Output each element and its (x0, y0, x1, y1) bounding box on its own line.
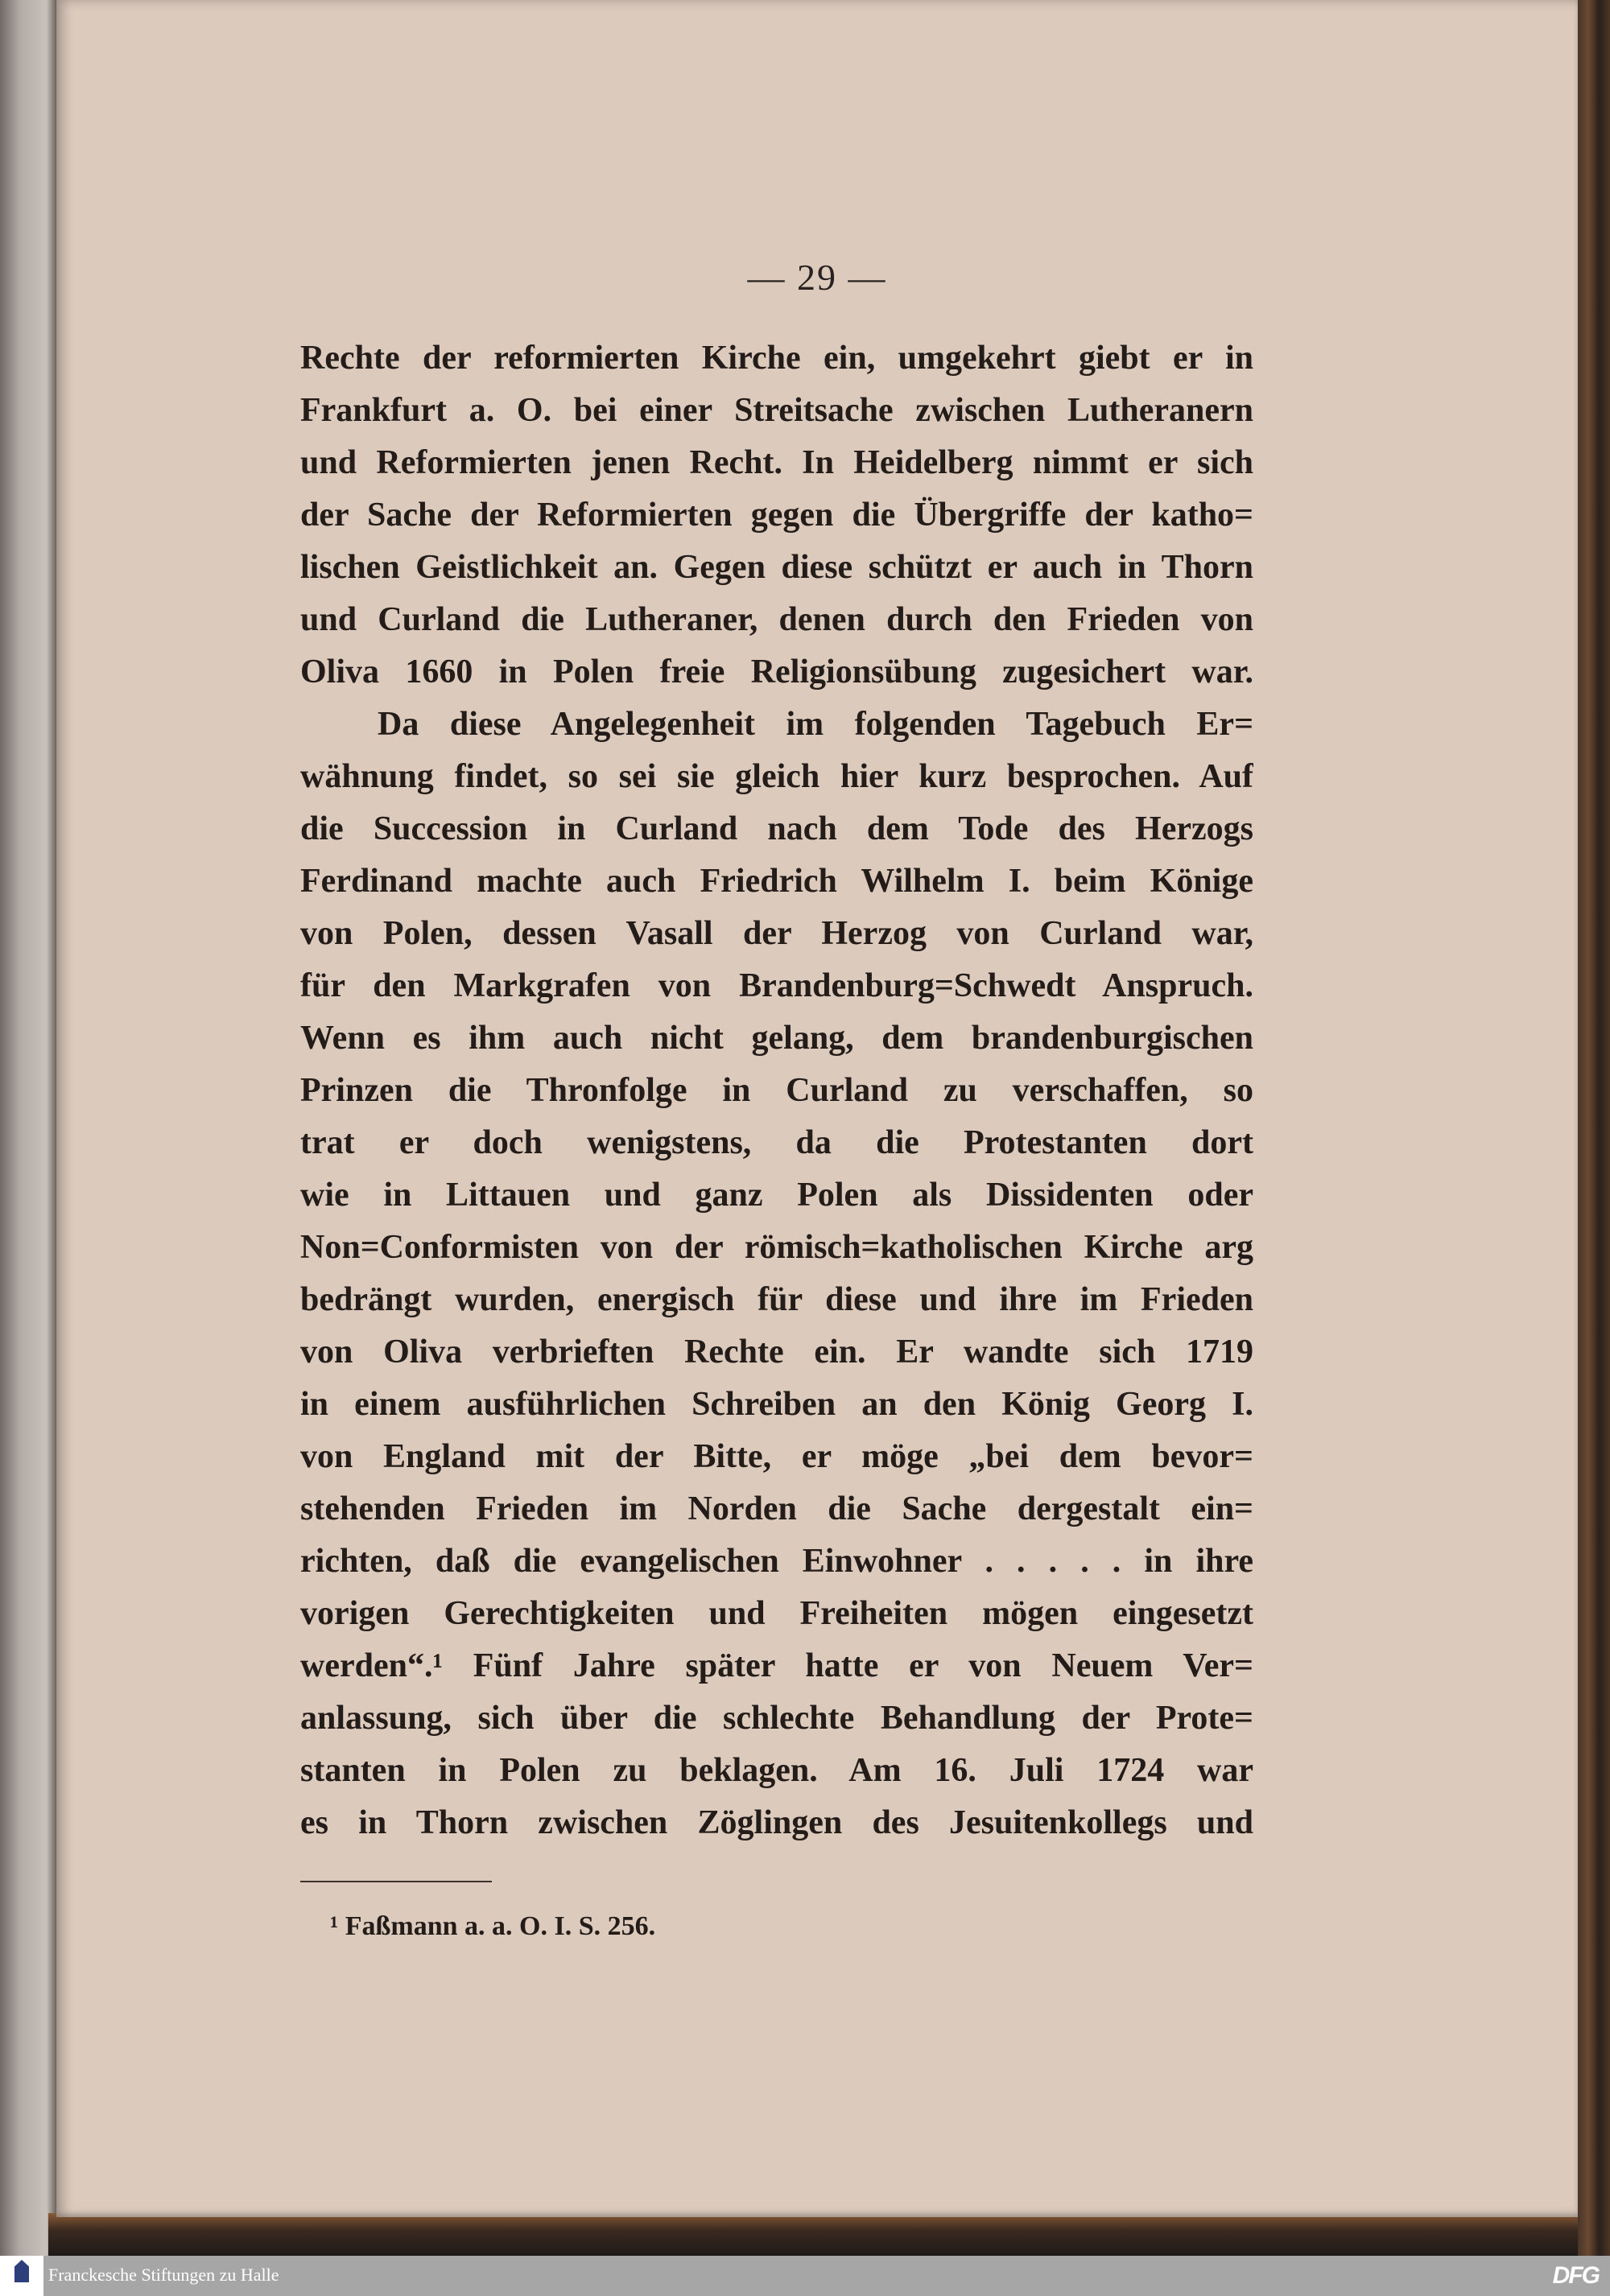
viewer-footer (0, 2256, 1610, 2296)
logo-icon (14, 2260, 29, 2282)
text-line: von Oliva verbrieften Rechte ein. Er wandte sich 1719 (300, 1333, 1253, 1371)
text-line: wie in Littauen und ganz Polen als Dissidenten oder (300, 1177, 1253, 1214)
text-line: es in Thorn zwischen Zöglingen des Jesuitenkollegs und (300, 1804, 1253, 1841)
text-line: Da diese Angelegenheit im folgenden Tagebuch Er= (378, 706, 1253, 743)
text-line: in einem ausführlichen Schreiben an den König Georg I. (300, 1386, 1253, 1423)
text-line: stanten in Polen zu beklagen. Am 16. Juli 1724 war (300, 1752, 1253, 1789)
text-line: stehenden Frieden im Norden die Sache dergestalt ein= (300, 1490, 1253, 1527)
text-line: Ferdinand machte auch Friedrich Wilhelm I. beim Könige (300, 863, 1253, 900)
footnote-rule (300, 1881, 492, 1882)
text-line: für den Markgrafen von Brandenburg=Schwedt Anspruch. (300, 967, 1253, 1004)
body-text (300, 332, 1253, 1849)
page-number: — 29 — (747, 257, 887, 298)
book-cover-bottom (48, 2213, 1578, 2256)
text-line: Rechte der reformierten Kirche ein, umgekehrt giebt er in (300, 340, 1253, 377)
text-line: wähnung findet, so sei sie gleich hier kurz besprochen. Auf (300, 758, 1253, 795)
text-line: anlassung, sich über die schlechte Behandlung der Prote= (300, 1700, 1253, 1737)
text-line: Prinzen die Thronfolge in Curland zu verschaffen, so (300, 1072, 1253, 1109)
text-line: von England mit der Bitte, er möge „bei dem bevor= (300, 1438, 1253, 1475)
book-page (56, 0, 1578, 2217)
text-line: die Succession in Curland nach dem Tode des Herzogs (300, 810, 1253, 847)
text-line: werden“.¹ Fünf Jahre später hatte er von Neuem Ver= (300, 1647, 1253, 1684)
text-line: der Sache der Reformierten gegen die Übergriffe der katho= (300, 497, 1253, 534)
text-line: lischen Geistlichkeit an. Gegen diese schützt er auch in Thorn (300, 549, 1253, 586)
book-binding (1574, 0, 1610, 2256)
institution-logo (0, 2256, 43, 2296)
text-line: Oliva 1660 in Polen freie Religionsübung zugesichert war. (300, 653, 1253, 690)
institution-name: Franckesche Stiftungen zu Halle (48, 2265, 279, 2285)
text-line: vorigen Gerechtigkeiten und Freiheiten mögen eingesetzt (300, 1595, 1253, 1632)
text-line: trat er doch wenigstens, da die Protestanten dort (300, 1124, 1253, 1161)
text-line: Wenn es ihm auch nicht gelang, dem brandenburgischen (300, 1020, 1253, 1057)
dfg-logo: DFG (1552, 2262, 1599, 2289)
text-line: von Polen, dessen Vasall der Herzog von Curland war, (300, 915, 1253, 952)
text-line: Non=Conformisten von der römisch=katholischen Kirche arg (300, 1229, 1253, 1266)
text-line: und Curland die Lutheraner, denen durch den Frieden von (300, 601, 1253, 638)
text-line: und Reformierten jenen Recht. In Heidelberg nimmt er sich (300, 444, 1253, 481)
text-line: bedrängt wurden, energisch für diese und ihre im Frieden (300, 1281, 1253, 1318)
footnote: ¹ Faßmann a. a. O. I. S. 256. (330, 1911, 656, 1941)
text-line: richten, daß die evangelischen Einwohner . . . . . in ihre (300, 1543, 1253, 1580)
text-line: Frankfurt a. O. bei einer Streitsache zwischen Lutheranern (300, 392, 1253, 429)
left-page-edge (0, 0, 58, 2256)
